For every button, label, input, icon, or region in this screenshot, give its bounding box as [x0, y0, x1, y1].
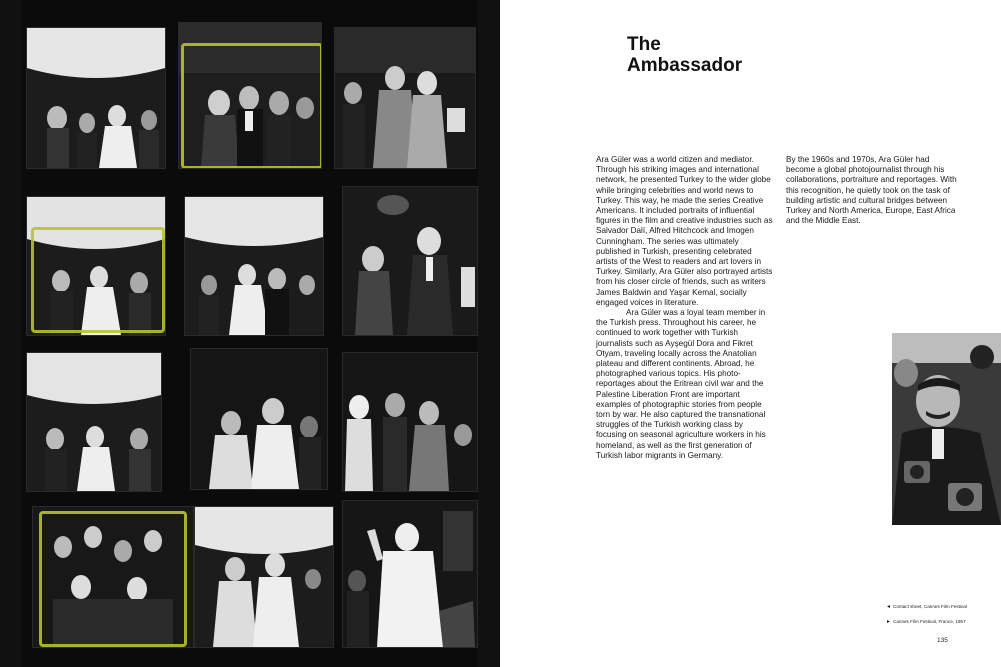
- caption: [887, 619, 966, 625]
- contact-frame: [26, 27, 166, 169]
- film-edge-left: [0, 0, 22, 667]
- highlight-marker: [39, 511, 187, 647]
- photographer-portrait: [892, 333, 1001, 525]
- caption-text: Contact sheet, Cannes Film Festival: [893, 604, 967, 609]
- text-column-2: [786, 155, 960, 226]
- arrow-left-icon: ◂: [887, 604, 891, 610]
- title-line-2: Ambassador: [627, 55, 743, 76]
- caption-text: Cannes Film Festival, France, 1957: [893, 619, 966, 624]
- text-column-1: [596, 155, 774, 461]
- contact-frame: [178, 22, 322, 169]
- film-edge-right: [478, 0, 500, 667]
- text-page: [500, 0, 1001, 667]
- contact-frame: [184, 196, 324, 336]
- caption: [887, 604, 967, 610]
- page-title: [627, 34, 742, 76]
- contact-frame: [26, 352, 162, 492]
- contact-frame: [32, 506, 194, 648]
- body-paragraph: Ara Güler was a world citizen and mediator. Through his striking images and international network, he presented Turkey to the wider globe while bringing celebrities and world news to Turkey. This way, he made the series Creative Americans. It included portraits of influential figures in the film and creative industries such as Salvador Dalí, Alfred Hitchcock and Imogen Cunningham. The series was ultimately published in Turkish, presenting celebrated artists of the West to readers and art lovers in Turkey. Similarly, Ara Güler also portrayed artists from his closer circle of friends, such as writers James Baldwin and Yaşar Kemal, socially engaged voices in literature.: [596, 155, 773, 307]
- contact-sheet-page: [0, 0, 500, 667]
- body-paragraph: Ara Güler was a loyal team member in the Turkish press. Throughout his career, he continued to work together with Turkish journalists such as Ayşegül Dora and Fikret Otyam, traveling locally across the Anatolian plateau and different continents. Abroad, he photographed various topics. His photo-reportages about the Eritrean civil war and the Palestine Liberation Front are important examples of photographic stories from people torn by war. He also captured the transnational struggles of the Turkish working class by focusing on seasonal agriculture workers in his homeland, as well as the first generation of Turkish labor migrants in Germany.: [596, 308, 766, 460]
- title-line-1: The: [627, 34, 661, 55]
- contact-frame: [342, 186, 478, 336]
- highlight-marker: [181, 43, 322, 169]
- page-number: 135: [937, 637, 948, 644]
- body-paragraph: By the 1960s and 1970s, Ara Güler had become a global photojournalist through his collaborations, portraiture and reportages. With this recognition, he quietly took on the task of building artistic and cultural bridges between Turkey and North America, Europe, East Africa and the Middle East.: [786, 155, 957, 226]
- arrow-right-icon: ▸: [887, 619, 891, 625]
- contact-frame: [194, 506, 334, 648]
- highlight-marker: [31, 227, 165, 333]
- contact-frame: [190, 348, 328, 490]
- contact-frame: [342, 500, 478, 648]
- contact-frame: [342, 352, 478, 492]
- contact-frame: [26, 196, 166, 336]
- contact-frame: [334, 27, 476, 169]
